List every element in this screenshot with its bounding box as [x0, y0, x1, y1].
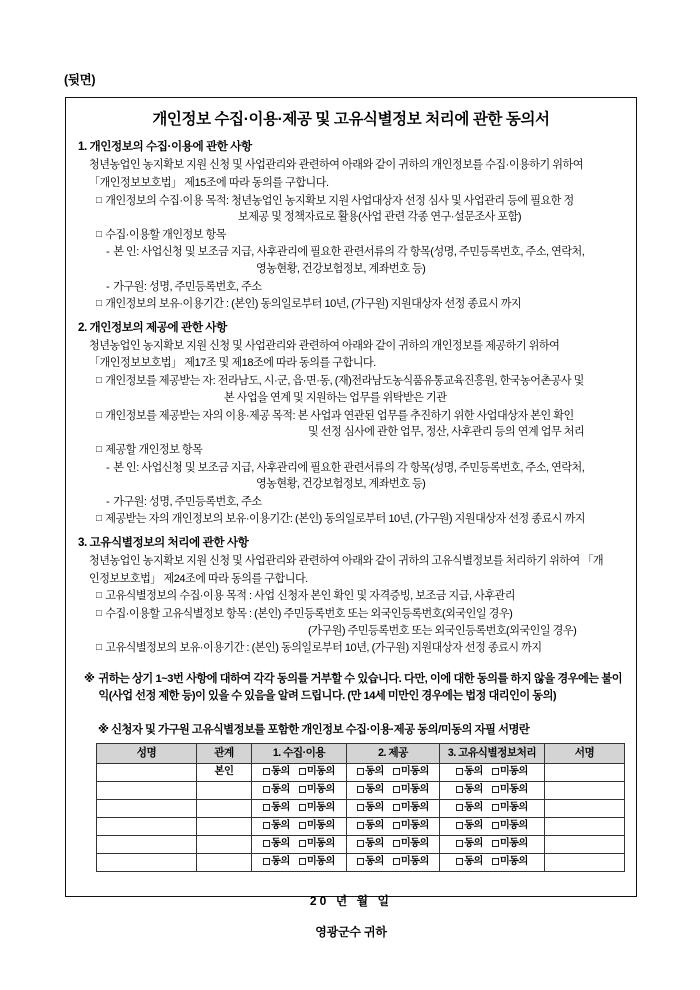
checkbox-icon: [393, 858, 400, 865]
checkbox-unique-id-processing-agree[interactable]: [456, 839, 483, 849]
checkbox-label: 미동의: [400, 784, 429, 796]
cell-consent-provision: [347, 763, 440, 781]
checkbox-collection-use-agree[interactable]: [263, 767, 290, 777]
checkbox-icon: [263, 768, 270, 775]
checkbox-provision-agree[interactable]: [357, 767, 384, 777]
checkbox-label: 동의: [271, 784, 290, 796]
consent-form-frame: [65, 97, 637, 939]
section-1-bullet-3: [96, 296, 626, 313]
section-1-bullet-2: [96, 227, 626, 244]
cell-consent-unique-id-processing: [440, 853, 545, 871]
refusal-notice-line-3: 대리인이 동의): [488, 690, 557, 703]
table-row: [97, 781, 625, 799]
column-header-provision: 2. 제공: [347, 743, 440, 763]
section-3-bullet-1-text: 고유식별정보의 수집·이용 목적 : 사업 신청자 본인 확인 및 자격증빙, 보조금 지급, 사후관리: [105, 590, 515, 603]
signature-table-body: [97, 763, 625, 871]
checkbox-label: 미동의: [400, 820, 429, 832]
checkbox-collection-use-agree[interactable]: [263, 839, 290, 849]
addressee-line: 영광군수 귀하: [315, 924, 387, 939]
section-1-intro-line-2: 「개인정보보호법」 제15조에 따라 동의를 구합니다.: [89, 176, 329, 189]
checkbox-label: 미동의: [499, 856, 528, 868]
section-1-dash-1: [106, 244, 626, 261]
square-bullet-icon: □: [96, 375, 102, 387]
checkbox-label: 동의: [271, 766, 290, 778]
cell-name[interactable]: [97, 853, 197, 871]
checkbox-label: 동의: [464, 784, 483, 796]
checkbox-provision-disagree[interactable]: [393, 821, 429, 831]
table-row: [97, 835, 625, 853]
checkbox-icon: [299, 858, 306, 865]
checkbox-provision-agree[interactable]: [357, 839, 384, 849]
cell-signature[interactable]: [545, 799, 625, 817]
section-1-dash-2: [106, 279, 626, 296]
cell-consent-collection-use: [252, 799, 347, 817]
cell-signature[interactable]: [545, 781, 625, 799]
square-bullet-icon: □: [96, 228, 102, 240]
cell-consent-collection-use: [252, 817, 347, 835]
checkbox-provision-disagree[interactable]: [393, 803, 429, 813]
checkbox-label: 미동의: [400, 856, 429, 868]
dash-bullet-icon: -: [106, 246, 110, 259]
refusal-notice-text: [98, 671, 622, 705]
section-2-bullet-2-continuation: 및 선정 심사에 관한 업무, 정산, 사후관리 등의 연계 업무 처리: [308, 426, 585, 439]
table-row: [97, 853, 625, 871]
section-2-bullet-1-continuation: 본 사업을 연계 및 지원하는 업무를 위탁받은 기관: [224, 391, 447, 404]
checkbox-label: 동의: [365, 856, 384, 868]
checkbox-provision-disagree[interactable]: [393, 839, 429, 849]
cell-consent-collection-use: [252, 835, 347, 853]
checkbox-label: 동의: [365, 802, 384, 814]
section-2-heading: 2. 개인정보의 제공에 관한 사항: [78, 320, 227, 334]
section-1-bullet-1-text: 개인정보의 수집·이용 목적: 청년농업인 농지확보 지원 사업대상자 선정 심사 및 사업관리 등에 필요한 정: [105, 194, 574, 207]
cell-consent-unique-id-processing: [440, 835, 545, 853]
checkbox-icon: [357, 804, 364, 811]
section-1-bullet-2-text: 수집·이용할 개인정보 항목: [105, 228, 226, 241]
section-2-dash-1: [106, 460, 626, 477]
dash-bullet-icon: -: [106, 280, 110, 293]
checkbox-label: 미동의: [499, 820, 528, 832]
cell-signature[interactable]: [545, 835, 625, 853]
table-row: [97, 763, 625, 781]
section-2-dash-1-text: 본 인: 사업신청 및 보조금 지급, 사후관리에 필요한 관련서류의 각 항목(성명, 주민등록번호, 주소, 연락처,: [113, 461, 585, 474]
checkbox-label: 동의: [464, 820, 483, 832]
signature-section-note: ※ 신청자 및 가구원 고유식별정보를 포함한 개인정보 수집·이용·제공 동의/미동의 자필 서명란: [98, 724, 530, 737]
square-bullet-icon: □: [96, 590, 102, 602]
checkbox-unique-id-processing-disagree[interactable]: [492, 767, 528, 777]
square-bullet-icon: □: [96, 194, 102, 206]
consent-form-body: [66, 98, 636, 939]
reference-mark-icon: ※: [84, 673, 95, 686]
checkbox-collection-use-disagree[interactable]: [299, 767, 335, 777]
cell-consent-collection-use: [252, 763, 347, 781]
section-1-dash-1-text: 본 인: 사업신청 및 보조금 지급, 사후관리에 필요한 관련서류의 각 항목(성명, 주민등록번호, 주소, 연락처,: [113, 246, 585, 259]
cell-signature[interactable]: [545, 817, 625, 835]
checkbox-unique-id-processing-agree[interactable]: [456, 767, 483, 777]
column-header-signature: 서명: [545, 743, 625, 763]
checkbox-icon: [299, 786, 306, 793]
cell-consent-collection-use: [252, 853, 347, 871]
refusal-notice: [84, 671, 622, 705]
dash-bullet-icon: -: [106, 461, 110, 474]
section-3-intro-line-2: 인정보보호법」 제24조에 따라 동의를 구합니다.: [89, 572, 308, 585]
checkbox-unique-id-processing-disagree[interactable]: [492, 821, 528, 831]
checkbox-collection-use-agree[interactable]: [263, 803, 290, 813]
checkbox-label: 미동의: [306, 820, 335, 832]
cell-consent-unique-id-processing: [440, 763, 545, 781]
checkbox-collection-use-agree[interactable]: [263, 857, 290, 867]
checkbox-icon: [456, 786, 463, 793]
cell-relation[interactable]: 본인: [197, 763, 252, 781]
checkbox-unique-id-processing-agree[interactable]: [456, 803, 483, 813]
cell-relation[interactable]: [197, 853, 252, 871]
checkbox-unique-id-processing-agree[interactable]: [456, 857, 483, 867]
section-1-bullet-1: [96, 193, 626, 210]
section-2-bullet-3: [96, 442, 626, 459]
checkbox-icon: [357, 768, 364, 775]
checkbox-icon: [393, 822, 400, 829]
column-header-name: 성명: [97, 743, 197, 763]
checkbox-label: 미동의: [306, 838, 335, 850]
checkbox-collection-use-disagree[interactable]: [299, 803, 335, 813]
checkbox-icon: [492, 858, 499, 865]
section-2-bullet-1: [96, 373, 626, 390]
checkbox-label: 동의: [464, 802, 483, 814]
checkbox-label: 동의: [464, 856, 483, 868]
checkbox-label: 동의: [271, 820, 290, 832]
square-bullet-icon: □: [96, 642, 102, 654]
dash-bullet-icon: -: [106, 495, 110, 508]
checkbox-icon: [393, 768, 400, 775]
checkbox-label: 동의: [365, 766, 384, 778]
checkbox-label: 동의: [271, 856, 290, 868]
checkbox-provision-agree[interactable]: [357, 803, 384, 813]
checkbox-label: 동의: [365, 838, 384, 850]
square-bullet-icon: □: [96, 409, 102, 421]
checkbox-icon: [357, 858, 364, 865]
section-2-dash-1-continuation: 영농현황, 건강보험정보, 계좌번호 등): [256, 478, 426, 491]
square-bullet-icon: □: [96, 298, 102, 310]
cell-consent-unique-id-processing: [440, 799, 545, 817]
section-1-bullet-3-text: 개인정보의 보유·이용기간 : (본인) 동의일로부터 10년, (가구원) 지원대상자 선정 종료시 까지: [105, 298, 522, 311]
section-3-bullet-2-text: 수집·이용할 고유식별정보 항목 : (본인) 주민등록번호 또는 외국인등록번호(외국인일 경우): [105, 608, 513, 621]
checkbox-provision-disagree[interactable]: [393, 767, 429, 777]
section-2-intro-line-1: 청년농업인 농지확보 지원 신청 및 사업관리와 관련하여 아래와 같이 귀하의 개인정보를 제공하기 위하여: [89, 339, 560, 352]
checkbox-icon: [299, 840, 306, 847]
section-1-intro-line-1: 청년농업인 농지확보 지원 신청 및 사업관리와 관련하여 아래와 같이 귀하의 개인정보를 수집·이용하기 위하여: [89, 158, 583, 171]
checkbox-provision-disagree[interactable]: [393, 857, 429, 867]
checkbox-icon: [456, 804, 463, 811]
table-row: [97, 799, 625, 817]
section-3: [76, 535, 626, 657]
signature-table: [96, 743, 625, 872]
section-2-dash-2: [106, 494, 626, 511]
checkbox-icon: [492, 786, 499, 793]
checkbox-icon: [357, 840, 364, 847]
checkbox-label: 미동의: [306, 856, 335, 868]
cell-signature[interactable]: [545, 853, 625, 871]
table-row: [97, 817, 625, 835]
cell-consent-unique-id-processing: [440, 817, 545, 835]
checkbox-icon: [492, 804, 499, 811]
checkbox-collection-use-agree[interactable]: [263, 821, 290, 831]
checkbox-icon: [456, 840, 463, 847]
checkbox-icon: [263, 786, 270, 793]
checkbox-label: 미동의: [400, 838, 429, 850]
checkbox-icon: [299, 768, 306, 775]
cell-consent-collection-use: [252, 781, 347, 799]
checkbox-label: 동의: [464, 838, 483, 850]
section-2-dash-2-text: 가구원: 성명, 주민등록번호, 주소: [113, 495, 262, 508]
checkbox-label: 동의: [271, 802, 290, 814]
square-bullet-icon: □: [96, 513, 102, 525]
checkbox-icon: [357, 786, 364, 793]
section-1-dash-2-text: 가구원: 성명, 주민등록번호, 주소: [113, 280, 262, 293]
checkbox-collection-use-disagree[interactable]: [299, 839, 335, 849]
checkbox-icon: [263, 822, 270, 829]
checkbox-label: 미동의: [499, 802, 528, 814]
refusal-notice-line-2: 경우에는 불이익(사업 선정 제한 등)이 있을 수 있음을 알려 드립니다. (만 14세 미만인 경우에는 법정: [98, 673, 623, 703]
column-header-unique-id-processing: 3. 고유식별정보처리: [440, 743, 545, 763]
checkbox-label: 미동의: [499, 766, 528, 778]
cell-name[interactable]: [97, 835, 197, 853]
section-2-intro-line-2: 「개인정보보호법」 제17조 및 제18조에 따라 동의를 구합니다.: [89, 357, 376, 370]
cell-relation[interactable]: [197, 781, 252, 799]
section-1-heading: 1. 개인정보의 수집·이용에 관한 사항: [78, 140, 252, 154]
cell-consent-provision: [347, 835, 440, 853]
checkbox-unique-id-processing-disagree[interactable]: [492, 785, 528, 795]
cell-relation[interactable]: [197, 799, 252, 817]
section-2-bullet-2-text: 개인정보를 제공받는 자의 이용·제공 목적: 본 사업과 연관된 업무를 추진하기 위한 사업대상자 본인 확인: [105, 409, 574, 422]
square-bullet-icon: □: [96, 443, 102, 455]
checkbox-icon: [492, 822, 499, 829]
checkbox-icon: [456, 858, 463, 865]
checkbox-unique-id-processing-disagree[interactable]: [492, 857, 528, 867]
cell-name[interactable]: [97, 763, 197, 781]
checkbox-label: 미동의: [306, 784, 335, 796]
section-2-bullet-2: [96, 408, 626, 425]
checkbox-label: 미동의: [499, 838, 528, 850]
checkbox-label: 미동의: [499, 784, 528, 796]
checkbox-provision-agree[interactable]: [357, 785, 384, 795]
checkbox-label: 동의: [365, 784, 384, 796]
checkbox-icon: [263, 840, 270, 847]
checkbox-label: 미동의: [400, 802, 429, 814]
cell-consent-provision: [347, 781, 440, 799]
section-1-dash-1-continuation: 영농현황, 건강보험정보, 계좌번호 등): [256, 263, 426, 276]
checkbox-icon: [299, 822, 306, 829]
section-3-heading: 3. 고유식별정보의 처리에 관한 사항: [78, 536, 249, 550]
cell-signature[interactable]: [545, 763, 625, 781]
cell-name[interactable]: [97, 817, 197, 835]
checkbox-icon: [393, 840, 400, 847]
section-3-bullet-3-text: 고유식별정보의 보유·이용기간 : (본인) 동의일로부터 10년, (가구원) 지원대상자 선정 종료시 까지: [105, 642, 542, 655]
table-header-row: [97, 743, 625, 763]
checkbox-icon: [492, 768, 499, 775]
checkbox-icon: [299, 804, 306, 811]
checkbox-label: 동의: [464, 766, 483, 778]
date-line: 20 년 월 일: [309, 893, 393, 908]
cell-consent-provision: [347, 799, 440, 817]
cell-relation[interactable]: [197, 817, 252, 835]
checkbox-label: 미동의: [306, 766, 335, 778]
page-title: 개인정보 수집·이용·제공 및 고유식별정보 처리에 관한 동의서: [152, 111, 550, 128]
section-1: [76, 139, 626, 313]
checkbox-label: 미동의: [306, 802, 335, 814]
section-3-bullet-2-continuation: (가구원) 주민등록번호 또는 외국인등록번호(외국인일 경우): [308, 624, 577, 637]
checkbox-icon: [492, 840, 499, 847]
checkbox-collection-use-disagree[interactable]: [299, 821, 335, 831]
checkbox-collection-use-agree[interactable]: [263, 785, 290, 795]
checkbox-unique-id-processing-disagree[interactable]: [492, 803, 528, 813]
checkbox-label: 미동의: [400, 766, 429, 778]
section-3-bullet-3: [96, 640, 626, 657]
section-2-bullet-1-text: 개인정보를 제공받는 자: 전라남도, 시·군, 읍·면·동, (재)전라남도농식품유통교육진흥원, 한국농어촌공사 및: [105, 375, 584, 388]
checkbox-icon: [393, 786, 400, 793]
checkbox-unique-id-processing-agree[interactable]: [456, 821, 483, 831]
section-2-bullet-4-text: 제공받는 자의 개인정보의 보유·이용기간: (본인) 동의일로부터 10년, (가구원) 지원대상자 선정 종료시 까지: [105, 513, 586, 526]
cell-consent-unique-id-processing: [440, 781, 545, 799]
checkbox-icon: [263, 804, 270, 811]
cell-consent-provision: [347, 853, 440, 871]
section-3-bullet-1: [96, 588, 626, 605]
checkbox-icon: [456, 822, 463, 829]
section-2-bullet-4: [96, 511, 626, 528]
section-2: [76, 320, 626, 528]
checkbox-icon: [263, 858, 270, 865]
column-header-collection-use: 1. 수집·이용: [252, 743, 347, 763]
checkbox-collection-use-disagree[interactable]: [299, 785, 335, 795]
checkbox-provision-disagree[interactable]: [393, 785, 429, 795]
section-3-bullet-2: [96, 606, 626, 623]
checkbox-icon: [393, 804, 400, 811]
checkbox-label: 동의: [365, 820, 384, 832]
checkbox-provision-agree[interactable]: [357, 857, 384, 867]
square-bullet-icon: □: [96, 608, 102, 620]
cell-consent-provision: [347, 817, 440, 835]
checkbox-label: 동의: [271, 838, 290, 850]
checkbox-unique-id-processing-disagree[interactable]: [492, 839, 528, 849]
signature-table-wrapper: [96, 743, 624, 872]
checkbox-unique-id-processing-agree[interactable]: [456, 785, 483, 795]
checkbox-collection-use-disagree[interactable]: [299, 857, 335, 867]
checkbox-icon: [456, 768, 463, 775]
section-1-bullet-1-continuation: 보제공 및 정책자료로 활용(사업 관련 각종 연구·설문조사 포함): [238, 211, 522, 224]
cell-relation[interactable]: [197, 835, 252, 853]
back-side-label: (뒷면): [64, 73, 96, 87]
column-header-relation: 관계: [197, 743, 252, 763]
section-3-intro-line-1: 청년농업인 농지확보 지원 신청 및 사업관리와 관련하여 아래와 같이 귀하의 고유식별정보를 처리하기 위하여 「개: [89, 554, 604, 567]
checkbox-icon: [357, 822, 364, 829]
checkbox-provision-agree[interactable]: [357, 821, 384, 831]
refusal-notice-line-1: 귀하는 상기 1~3번 사항에 대하여 각각 동의를 거부할 수 있습니다. 다만, 이에 대한 동의를 하지 않을: [98, 673, 555, 686]
section-2-bullet-3-text: 제공할 개인정보 항목: [105, 443, 203, 456]
cell-name[interactable]: [97, 799, 197, 817]
cell-name[interactable]: [97, 781, 197, 799]
